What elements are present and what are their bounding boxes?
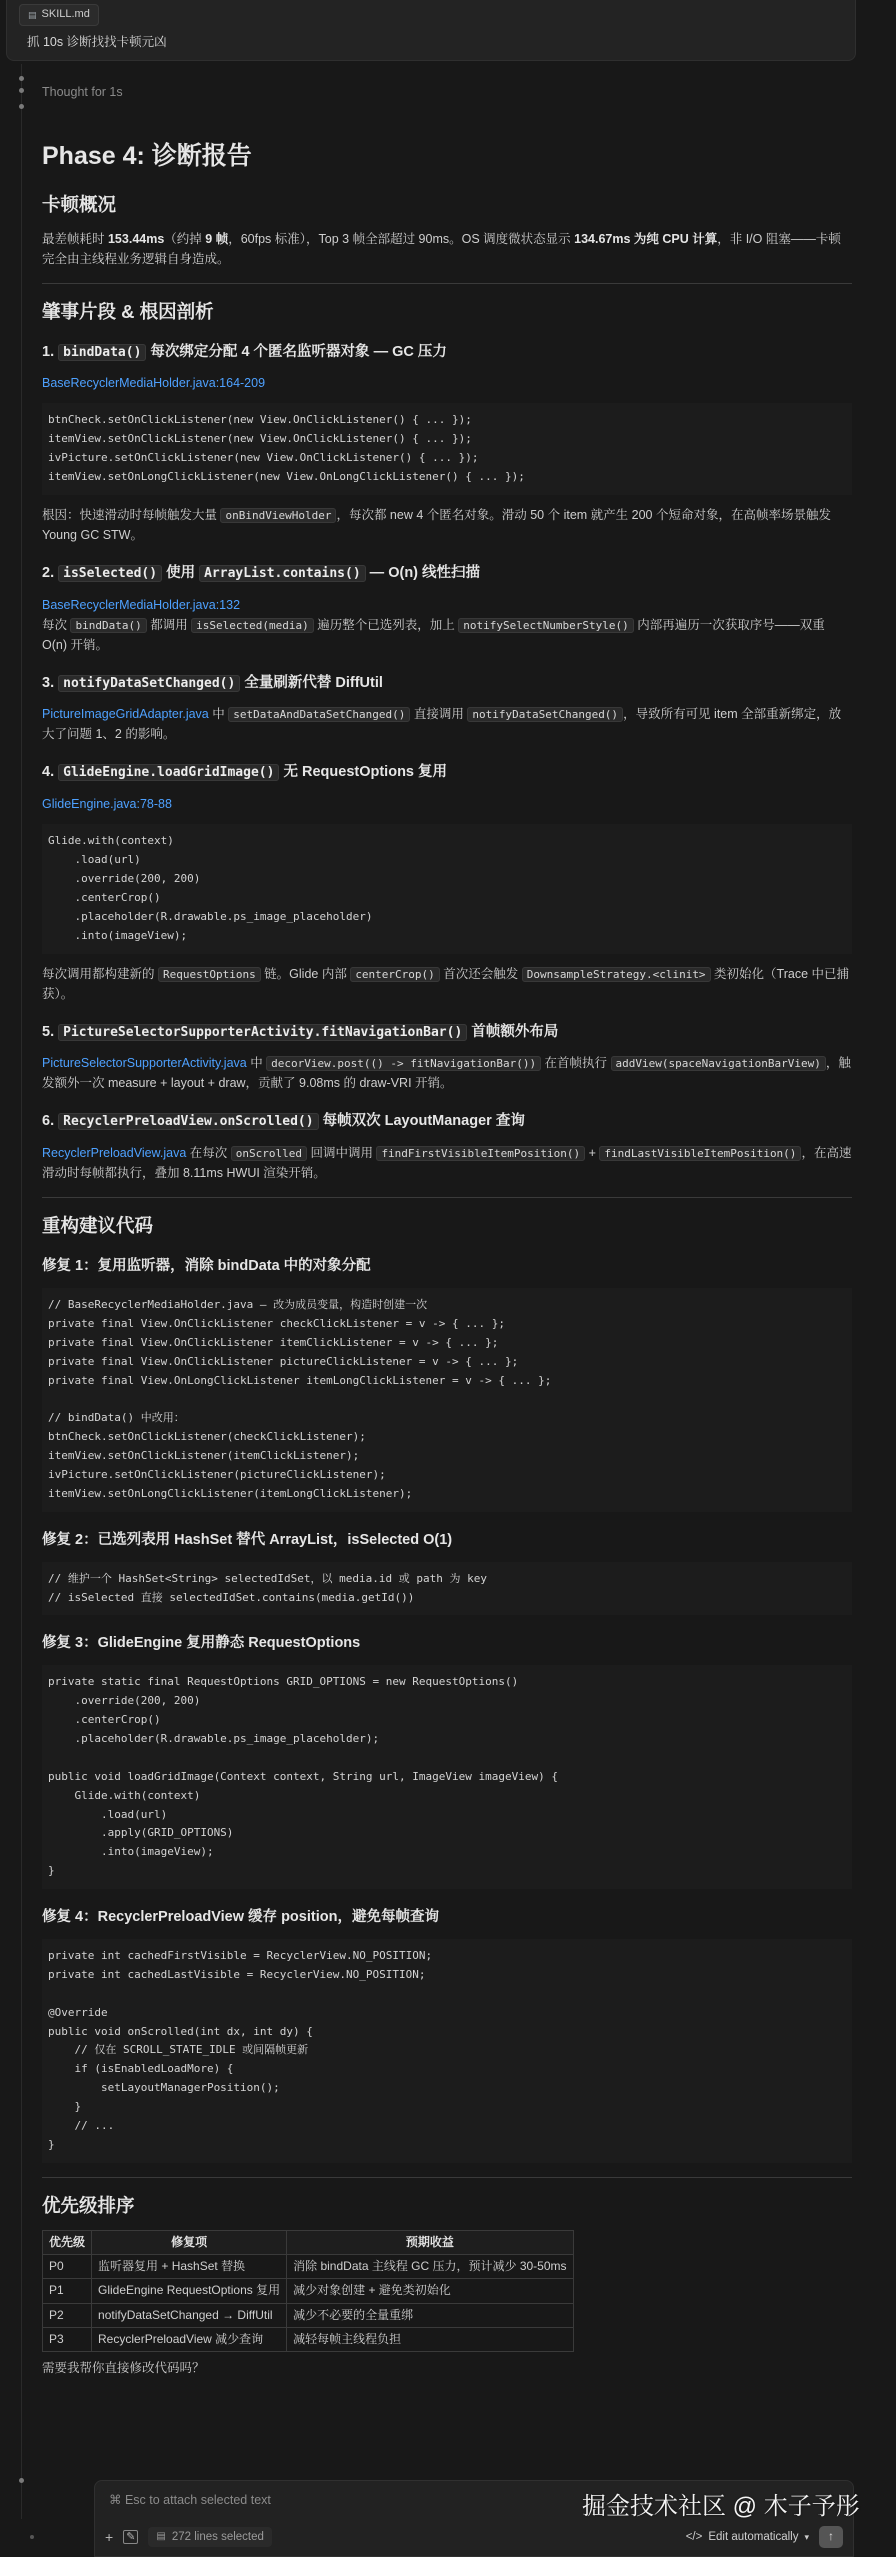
- closing-question: 需要我帮你直接修改代码吗？: [42, 2360, 205, 2375]
- user-query-card[interactable]: [6, 0, 856, 61]
- fix-1-code-block: // BaseRecyclerMediaHolder.java — 改为成员变量，构造时创建一次 private final View.OnClickListener checkClickListener = v -> { ... }; private final View.OnClickListener itemClickListener = v -> { ... }; private final View.OnClickListener pictureClickListener = v -> { ... }; private final View.OnLongClickListener itemLongClickListener = v -> { ... }; // bindData() 中改用： btnCheck.setOnClickListener(checkClickListener); itemView.setOnClickListener(itemClickListener); ivPicture.setOnClickListener(pictureClickListener); itemView.setOnLongClickListener(itemLongClickListener);: [42, 1288, 852, 1512]
- report-title: Phase 4: 诊断报告: [42, 142, 252, 170]
- priority-heading: 优先级排序: [42, 2194, 135, 2216]
- cause-5-heading: 5. PictureSelectorSupporterActivity.fitNavigationBar() 首帧额外布局: [42, 1023, 559, 1040]
- cause-1-paragraph: 根因：快速滑动时每帧触发大量 onBindViewHolder ，每次都 new 4 个匿名对象。滑动 50 个 item 就产生 200 个短命对象，在高帧率场景触发 Young GC STW。: [42, 507, 831, 542]
- user-query-text: 抓 10s 诊断找找卡顿元凶: [27, 35, 167, 49]
- column-header: 修复项: [92, 2230, 287, 2254]
- fix-3-code-block: private static final RequestOptions GRID_OPTIONS = new RequestOptions() .override(200, 200) .centerCrop() .placeholder(R.drawable.ps_image_placeholder); public void loadGridImage(Context context, String url, ImageView imageView) { Glide.with(context) .load(url) .apply(GRID_OPTIONS) .into(imageView); }: [42, 1665, 852, 1889]
- file-icon: ▤: [28, 9, 37, 20]
- table-row: [43, 2303, 574, 2327]
- divider: [42, 283, 852, 284]
- cause-1-heading: 1. bindData() 每次绑定分配 4 个匿名监听器对象 — GC 压力: [42, 343, 447, 360]
- table-cell: 减少不必要的全量重绑: [287, 2303, 573, 2327]
- thought-summary[interactable]: Thought for 1s: [42, 85, 123, 99]
- assistant-response: [42, 128, 852, 2384]
- cause-4-heading: 4. GlideEngine.loadGridImage() 无 RequestOptions 复用: [42, 764, 448, 781]
- watermark: 掘金技术社区 @ 木子予彤: [582, 2493, 860, 2520]
- column-header: 预期收益: [287, 2230, 573, 2254]
- overview-paragraph: 最差帧耗时 153.44ms（约掉 9 帧，60fps 标准），Top 3 帧全部超过 90ms。OS 调度微状态显示 134.67ms 为纯 CPU 计算，非 I/O 阻塞——卡顿完全由主线程业务逻辑自身造成。: [42, 231, 841, 266]
- file-attachment-chip[interactable]: [19, 4, 99, 26]
- cause-3-paragraph: PictureImageGridAdapter.java 中 setDataAndDataSetChanged() 直接调用 notifyDataSetChanged() ，导致所有可见 item 全部重新绑定，放大了问题 1、2 的影响。: [42, 707, 842, 742]
- fix-1-heading: 修复 1：复用监听器，消除 bindData 中的对象分配: [42, 1258, 371, 1275]
- table-cell: 监听器复用 + HashSet 替换: [92, 2255, 287, 2279]
- cause-6-file-link[interactable]: RecyclerPreloadView.java: [42, 1146, 187, 1161]
- send-button[interactable]: [819, 2526, 843, 2548]
- table-cell: 消除 bindData 主线程 GC 压力，预计减少 30-50ms: [287, 2255, 573, 2279]
- timeline-dot: [19, 76, 24, 81]
- table-row: [43, 2327, 574, 2351]
- divider: [42, 2177, 852, 2178]
- file-chip-label: SKILL.md: [41, 8, 90, 21]
- fix-2-code-block: // 维护一个 HashSet<String> selectedIdSet，以 media.id 或 path 为 key // isSelected 直接 selectedIdSet.contains(media.getId()): [42, 1562, 852, 1616]
- cause-6-heading: 6. RecyclerPreloadView.onScrolled() 每帧双次 LayoutManager 查询: [42, 1113, 525, 1130]
- timeline-line: [21, 64, 22, 2519]
- composer-input[interactable]: ⌘ Esc to attach selected text: [109, 2493, 271, 2507]
- chevron-down-icon: ▾: [804, 2531, 809, 2542]
- composer-toolbar: [105, 2526, 843, 2548]
- table-row: [43, 2255, 574, 2279]
- causes-heading: 肇事片段 & 根因剖析: [42, 300, 214, 322]
- overview-heading: 卡顿概况: [42, 193, 117, 215]
- timeline-dot: [19, 104, 24, 109]
- table-cell: P0: [43, 2255, 92, 2279]
- table-row: [43, 2279, 574, 2303]
- timeline-dot: [30, 2535, 34, 2539]
- cause-3-file-link[interactable]: PictureImageGridAdapter.java: [42, 707, 209, 722]
- fix-4-code-block: private int cachedFirstVisible = RecyclerView.NO_POSITION; private int cachedLastVisible = RecyclerView.NO_POSITION; @Override public void onScrolled(int dx, int dy) { // 仅在 SCROLL_STATE_IDLE 或间隔帧更新 if (isEnabledLoadMore) { setLayoutManagerPosition(); } // ... }: [42, 1939, 852, 2163]
- divider: [42, 1197, 852, 1198]
- edit-icon[interactable]: ✎: [123, 2530, 138, 2544]
- table-cell: P1: [43, 2279, 92, 2303]
- priority-table: [42, 2230, 574, 2352]
- cause-1-file-link[interactable]: BaseRecyclerMediaHolder.java:164-209: [42, 376, 266, 391]
- arrow-up-icon: ↑: [828, 2529, 834, 2544]
- document-icon: ▤: [156, 2531, 166, 2542]
- cause-1-code-block: btnCheck.setOnClickListener(new View.OnClickListener() { ... }); itemView.setOnClickListener(new View.OnClickListener() { ... }); ivPicture.setOnClickListener(new View.OnClickListener() { ... }); itemView.setOnLongClickListener(new View.OnLongClickListener() { ... });: [42, 403, 852, 495]
- table-cell: 减少对象创建 + 避免类初始化: [287, 2279, 573, 2303]
- cause-4-file-link[interactable]: GlideEngine.java:78-88: [42, 797, 172, 812]
- table-cell: RecyclerPreloadView 减少查询: [92, 2327, 287, 2351]
- fix-3-heading: 修复 3：GlideEngine 复用静态 RequestOptions: [42, 1635, 361, 1652]
- edit-mode-dropdown[interactable]: [686, 2528, 809, 2546]
- cause-5-paragraph: PictureSelectorSupporterActivity.java 中 decorView.post(() -> fitNavigationBar()) 在首帧执行 addView(spaceNavigationBarView) ，触发额外一次 measure + layout + draw，贡献了 9.08ms 的 draw-VRI 开销。: [42, 1056, 851, 1091]
- table-cell: P3: [43, 2327, 92, 2351]
- lines-selected-label: 272 lines selected: [171, 2530, 264, 2543]
- cause-2-paragraph: 每次 bindData() 都调用 isSelected(media) 遍历整个已选列表，加上 notifySelectNumberStyle() 内部再遍历一次获取序号——双重 O(n) 开销。: [42, 617, 825, 652]
- plus-icon[interactable]: +: [105, 2528, 114, 2545]
- table-cell: P2: [43, 2303, 92, 2327]
- table-cell: 减轻每帧主线程负担: [287, 2327, 573, 2351]
- cause-4-paragraph: 每次调用都构建新的 RequestOptions 链。Glide 内部 centerCrop() 首次还会触发 DownsampleStrategy.<clinit> 类初始化（Trace 中已捕获）。: [42, 966, 849, 1001]
- refactor-heading: 重构建议代码: [42, 1215, 154, 1237]
- table-cell: notifyDataSetChanged → DiffUtil: [92, 2303, 287, 2327]
- code-icon: </>: [685, 2530, 703, 2543]
- selection-chip[interactable]: [148, 2527, 272, 2547]
- table-header-row: [43, 2230, 574, 2254]
- table-cell: GlideEngine RequestOptions 复用: [92, 2279, 287, 2303]
- cause-3-heading: 3. notifyDataSetChanged() 全量刷新代替 DiffUtil: [42, 674, 383, 691]
- column-header: 优先级: [43, 2230, 92, 2254]
- cause-2-heading: 2. isSelected() 使用 ArrayList.contains() — O(n) 线性扫描: [42, 564, 481, 581]
- cause-4-code-block: Glide.with(context) .load(url) .override(200, 200) .centerCrop() .placeholder(R.drawable.ps_image_placeholder) .into(imageView);: [42, 824, 852, 953]
- fix-2-heading: 修复 2：已选列表用 HashSet 替代 ArrayList，isSelected O(1): [42, 1531, 453, 1548]
- cause-5-file-link[interactable]: PictureSelectorSupporterActivity.java: [42, 1056, 247, 1071]
- cause-2-file-link[interactable]: BaseRecyclerMediaHolder.java:132: [42, 597, 241, 612]
- fix-4-heading: 修复 4：RecyclerPreloadView 缓存 position，避免每帧查询: [42, 1909, 439, 1926]
- cause-6-paragraph: RecyclerPreloadView.java 在每次 onScrolled 回调中调用 findFirstVisibleItemPosition() + findLastVisibleItemPosition() ，在高速滑动时每帧都执行，叠加 8.11ms HWUI 渲染开销。: [42, 1146, 852, 1181]
- edit-mode-label: Edit automatically: [708, 2530, 799, 2543]
- timeline-dot: [19, 88, 24, 93]
- timeline-dot: [19, 2478, 24, 2483]
